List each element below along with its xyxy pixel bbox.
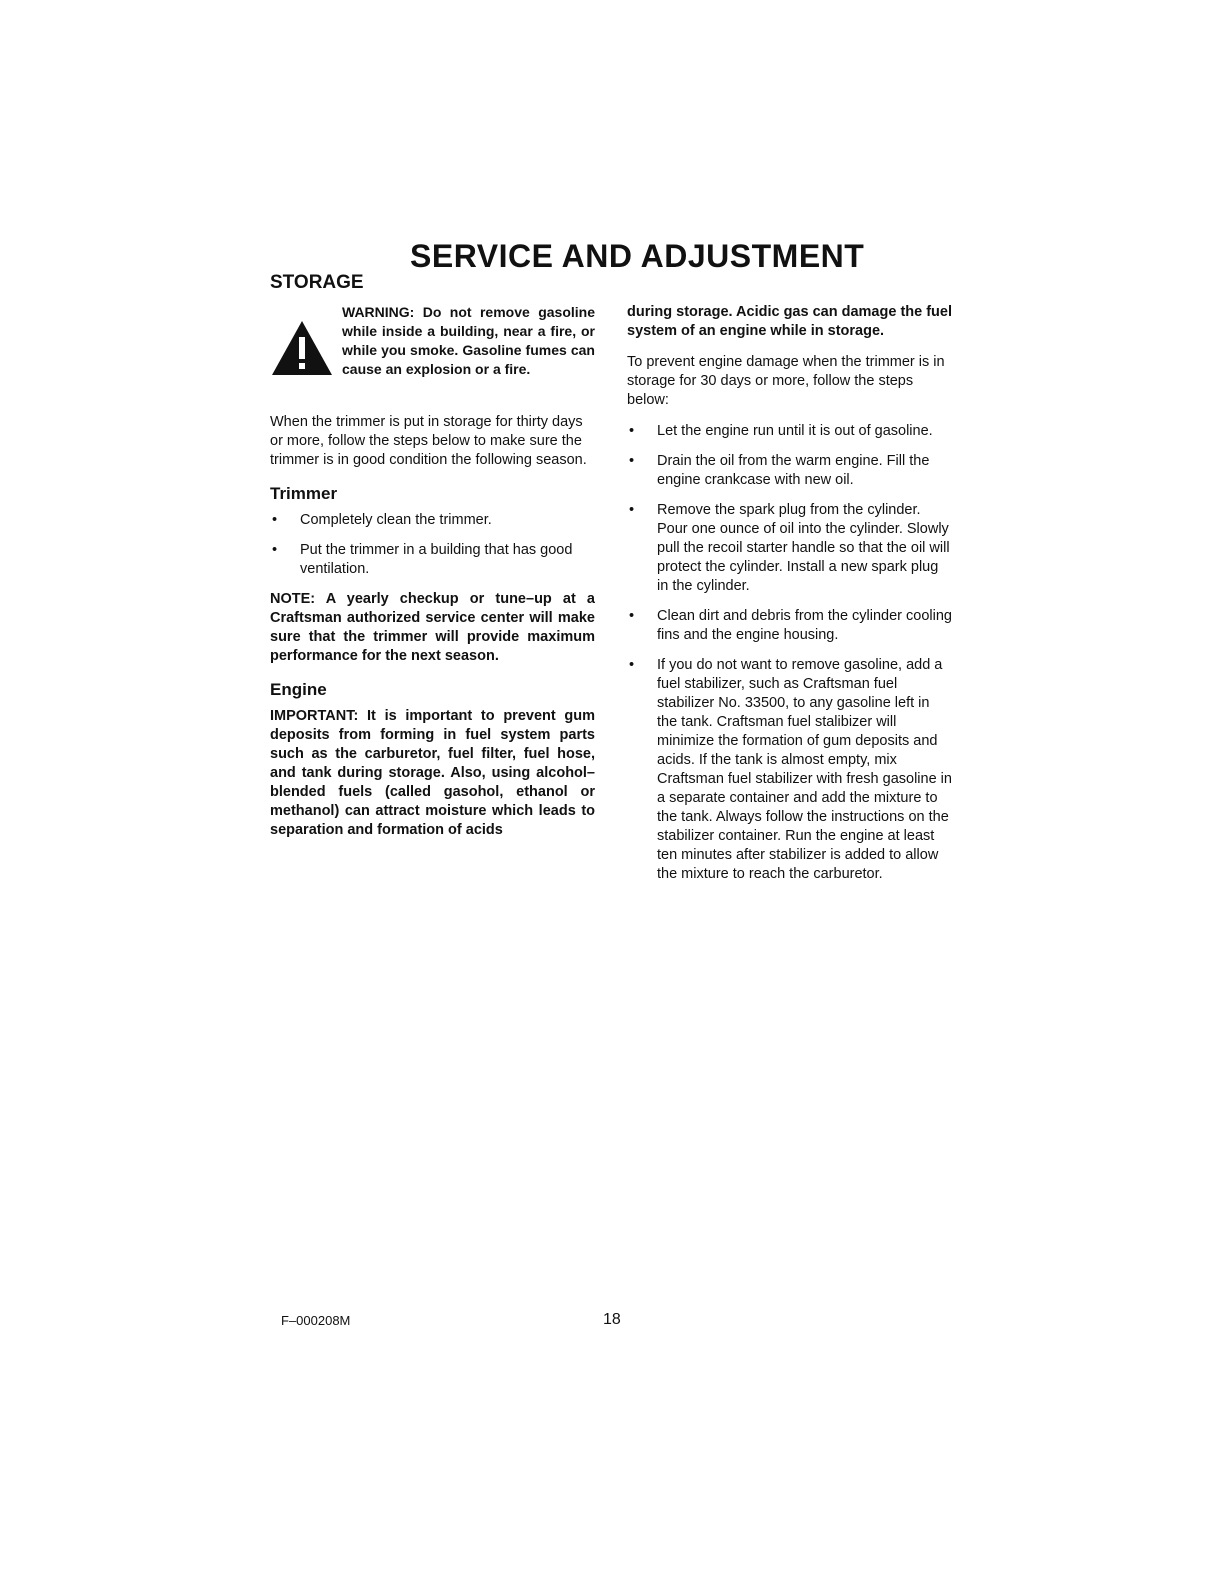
list-item-text: Drain the oil from the warm engine. Fill the engine crankcase with new oil. — [657, 453, 930, 488]
important-continuation: during storage. Acidic gas can damage the fuel system of an engine while in storage. — [627, 304, 952, 339]
left-column — [270, 303, 595, 852]
list-item — [627, 607, 952, 645]
bullet-icon: • — [272, 512, 278, 528]
engine-intro: To prevent engine damage when the trimmer is in storage for 30 days or more, follow the steps below: — [627, 354, 945, 408]
note-paragraph: NOTE: A yearly checkup or tune–up at a Craftsman authorized service center will make sure that the trimmer will provide maximum performance for the next season. — [270, 591, 595, 664]
list-item-text: Let the engine run until it is out of gasoline. — [657, 423, 933, 439]
important-paragraph: IMPORTANT: It is important to prevent gum deposits from forming in fuel system parts such as the carburetor, fuel filter, fuel hose, and tank during storage. Also, using alcohol–blended fuels (called gasohol, ethanol or methanol) can attract moisture which leads to separation and formation of acids — [270, 708, 595, 838]
engine-heading: Engine — [270, 680, 327, 699]
page-title: SERVICE AND ADJUSTMENT — [410, 238, 865, 274]
bullet-icon: • — [629, 657, 635, 673]
bullet-icon: • — [629, 453, 635, 469]
bullet-icon: • — [272, 542, 278, 558]
warning-text: WARNING: Do not remove gasoline while inside a building, near a fire, or while you smoke. Gasoline fumes can cause an explosion or a fire. — [342, 304, 595, 377]
page-number: 18 — [603, 1311, 621, 1328]
list-item-text: Completely clean the trimmer. — [300, 512, 492, 528]
trimmer-list — [270, 511, 595, 579]
list-item-text: Clean dirt and debris from the cylinder cooling fins and the engine housing. — [657, 608, 952, 643]
warning-triangle-icon — [270, 319, 334, 377]
list-item — [627, 452, 952, 490]
list-item — [627, 656, 952, 884]
footer-code: F–000208M — [281, 1313, 351, 1328]
bullet-icon: • — [629, 608, 635, 624]
list-item — [270, 541, 595, 579]
right-column — [627, 303, 952, 895]
bullet-icon: • — [629, 423, 635, 439]
storage-intro: When the trimmer is put in storage for thirty days or more, follow the steps below to make sure the trimmer is in good condition the following season. — [270, 414, 587, 468]
list-item — [627, 501, 952, 596]
list-item — [627, 422, 952, 441]
warning-block — [270, 303, 595, 399]
engine-list — [627, 422, 952, 884]
list-item — [270, 511, 595, 530]
trimmer-heading: Trimmer — [270, 484, 338, 503]
bullet-icon: • — [629, 502, 635, 518]
section-title-storage: STORAGE — [270, 272, 364, 293]
list-item-text: Put the trimmer in a building that has good ventilation. — [300, 542, 573, 577]
list-item-text: If you do not want to remove gasoline, add a fuel stabilizer, such as Craftsman fuel stabilizer No. 33500, to any gasoline left in the tank. Craftsman fuel stalibizer will minimize the formation of gum deposits and acids. If the tank is almost empty, mix Craftsman fuel stabilizer with fresh gasoline in a separate container and add the mixture to the tank. Always follow the instructions on the stabilizer container. Run the engine at least ten minutes after stabilizer is added to allow the mixture to reach the carburetor. — [657, 657, 952, 882]
list-item-text: Remove the spark plug from the cylinder. Pour one ounce of oil into the cylinder. Slowly pull the recoil starter handle so that the oil will protect the cylinder. Install a new spark plug in the cylinder. — [657, 502, 950, 594]
